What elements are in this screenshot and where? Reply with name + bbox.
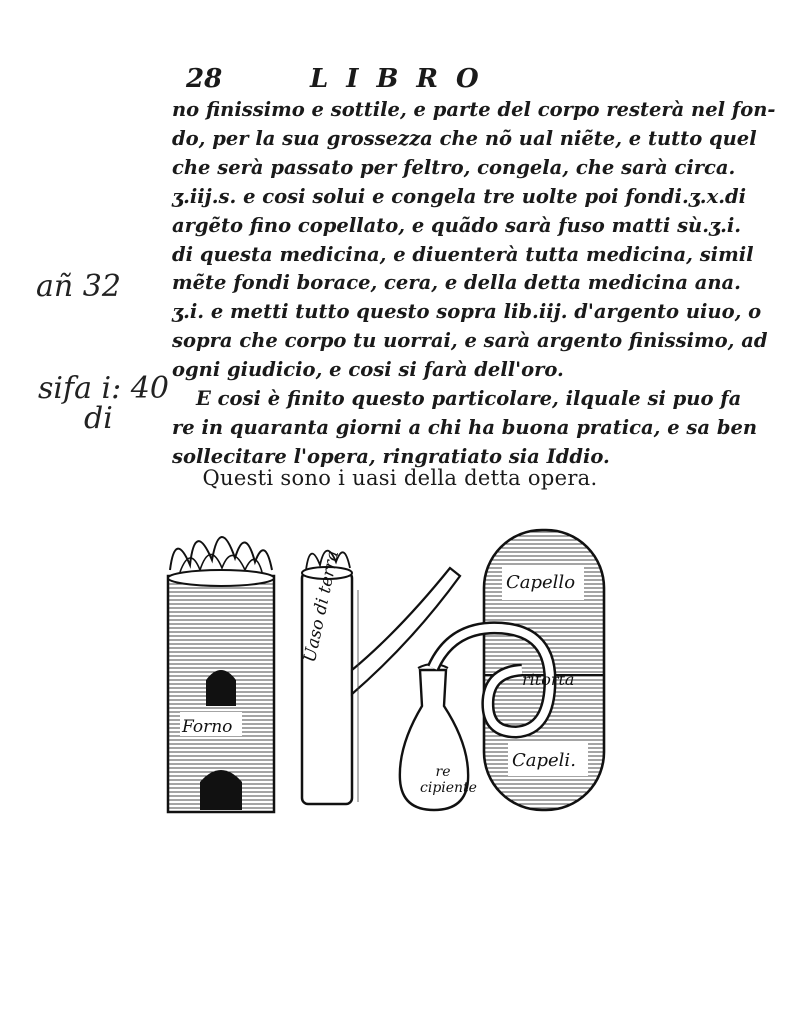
- text-line: mẽte fondi borace, cera, e della detta medicina ana.: [172, 271, 741, 295]
- handwritten-margin-note: añ 32: [36, 269, 121, 304]
- text-line: ʒ.iij.s. e cosi solui e congela tre uolte poi fondi.ʒ.x.di: [172, 184, 747, 208]
- body-text: [172, 96, 776, 472]
- handwritten-margin-note: [38, 371, 169, 436]
- label-forno: Forno: [182, 717, 233, 737]
- label-vaso-di-terra: Uaso di terra: [300, 548, 344, 665]
- furnace-shape: [168, 537, 274, 812]
- text-line: do, per la sua grossezza che nõ ual niẽte, e tutto quel: [172, 126, 757, 150]
- label-ritorta: ritorta: [522, 670, 575, 689]
- figure-caption: Questi sono i uasi della detta opera.: [202, 466, 598, 490]
- running-head: LIBRO: [310, 64, 497, 94]
- page-number: 28: [186, 64, 223, 94]
- text-line: argẽto fino copellato, e quãdo sarà fuso matti sù.ʒ.i.: [172, 213, 742, 237]
- text-line: re in quaranta giorni a chi ha buona pratica, e sa ben: [172, 415, 758, 439]
- label-capello: Capello: [506, 572, 576, 593]
- text-line: ogni giudicio, e cosi si farà dell'oro.: [172, 358, 564, 382]
- text-line: no finissimo e sottile, e parte del corpo resterà nel fon-: [172, 98, 776, 121]
- woodcut-figure: [150, 510, 630, 830]
- text-line: sopra che corpo tu uorrai, e sarà argento finissimo, ad: [172, 329, 768, 353]
- label-capeli: Capeli.: [512, 750, 576, 771]
- margin-note-line: di: [84, 401, 113, 436]
- text-line: sollecitare l'opera, ringratiato sia Iddio.: [172, 444, 610, 468]
- text-line: che serà passato per feltro, congela, che sarà circa.: [172, 155, 736, 179]
- text-line: ʒ.i. e metti tutto questo sopra lib.iij. d'argento uiuo, o: [172, 300, 762, 324]
- margin-note-line: sifa i: 40: [38, 371, 169, 406]
- text-line: di questa medicina, e diuenterà tutta medicina, simil: [172, 242, 754, 266]
- text-line: E cosi è finito questo particolare, ilquale si puo fa: [196, 387, 742, 411]
- label-recipiente: re cipiente: [420, 764, 477, 796]
